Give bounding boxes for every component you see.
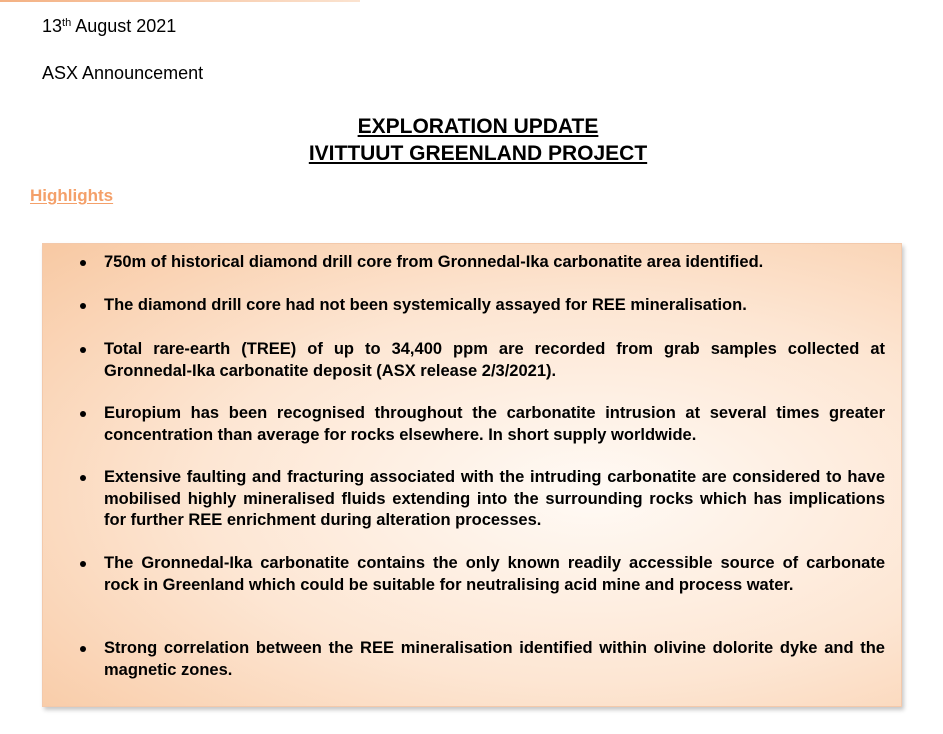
bullet-icon [80, 561, 86, 567]
date-day: 13 [42, 16, 63, 36]
highlight-item [104, 339, 885, 382]
highlight-text: The diamond drill core had not been systemically assayed for REE mineralisation. [104, 296, 747, 314]
highlight-text: Extensive faulting and fracturing associated with the intruding carbonatite are considered to have mobilised highly mineralised fluids extending into the surrounding rocks which has implications for further REE enrichment during alteration processes. [104, 468, 885, 529]
date-month-year: August 2021 [71, 16, 177, 36]
header-rule [0, 0, 360, 2]
bullet-icon [80, 303, 86, 309]
bullet-icon [80, 646, 86, 652]
title-line-1: EXPLORATION UPDATE [357, 115, 599, 138]
document-type: ASX Announcement [42, 63, 204, 83]
bullet-icon [80, 411, 86, 417]
highlight-text: Europium has been recognised throughout the carbonatite intrusion at several times greater concentration than average for rocks elsewhere. In short supply worldwide. [104, 404, 885, 444]
bullet-icon [80, 475, 86, 481]
title-line-2: IVITTUUT GREENLAND PROJECT [308, 142, 648, 165]
bullet-icon [80, 347, 86, 353]
highlight-text: Total rare-earth (TREE) of up to 34,400 ppm are recorded from grab samples collected at Gronnedal-Ika carbonatite deposit (ASX release 2/3/2021). [104, 340, 885, 380]
highlight-item [104, 252, 885, 274]
bullet-icon [80, 260, 86, 266]
highlight-text: The Gronnedal-Ika carbonatite contains the only known readily accessible source of carbonate rock in Greenland which could be suitable for neutralising acid mine and process water. [104, 554, 885, 594]
highlight-item [104, 295, 885, 317]
date-suffix: th [62, 17, 72, 29]
highlights-list [43, 244, 901, 706]
highlight-item [104, 467, 885, 532]
highlight-item [104, 553, 885, 596]
highlight-text: Strong correlation between the REE mineralisation identified within olivine dolorite dyke and the magnetic zones. [104, 639, 885, 679]
highlight-text: 750m of historical diamond drill core from Gronnedal-Ika carbonatite area identified. [104, 253, 764, 271]
highlight-item [104, 638, 885, 681]
highlight-item [104, 403, 885, 446]
highlights-box [42, 243, 902, 707]
announcement-date [42, 16, 176, 37]
highlights-heading: Highlights [30, 186, 114, 205]
page-title [0, 113, 943, 167]
